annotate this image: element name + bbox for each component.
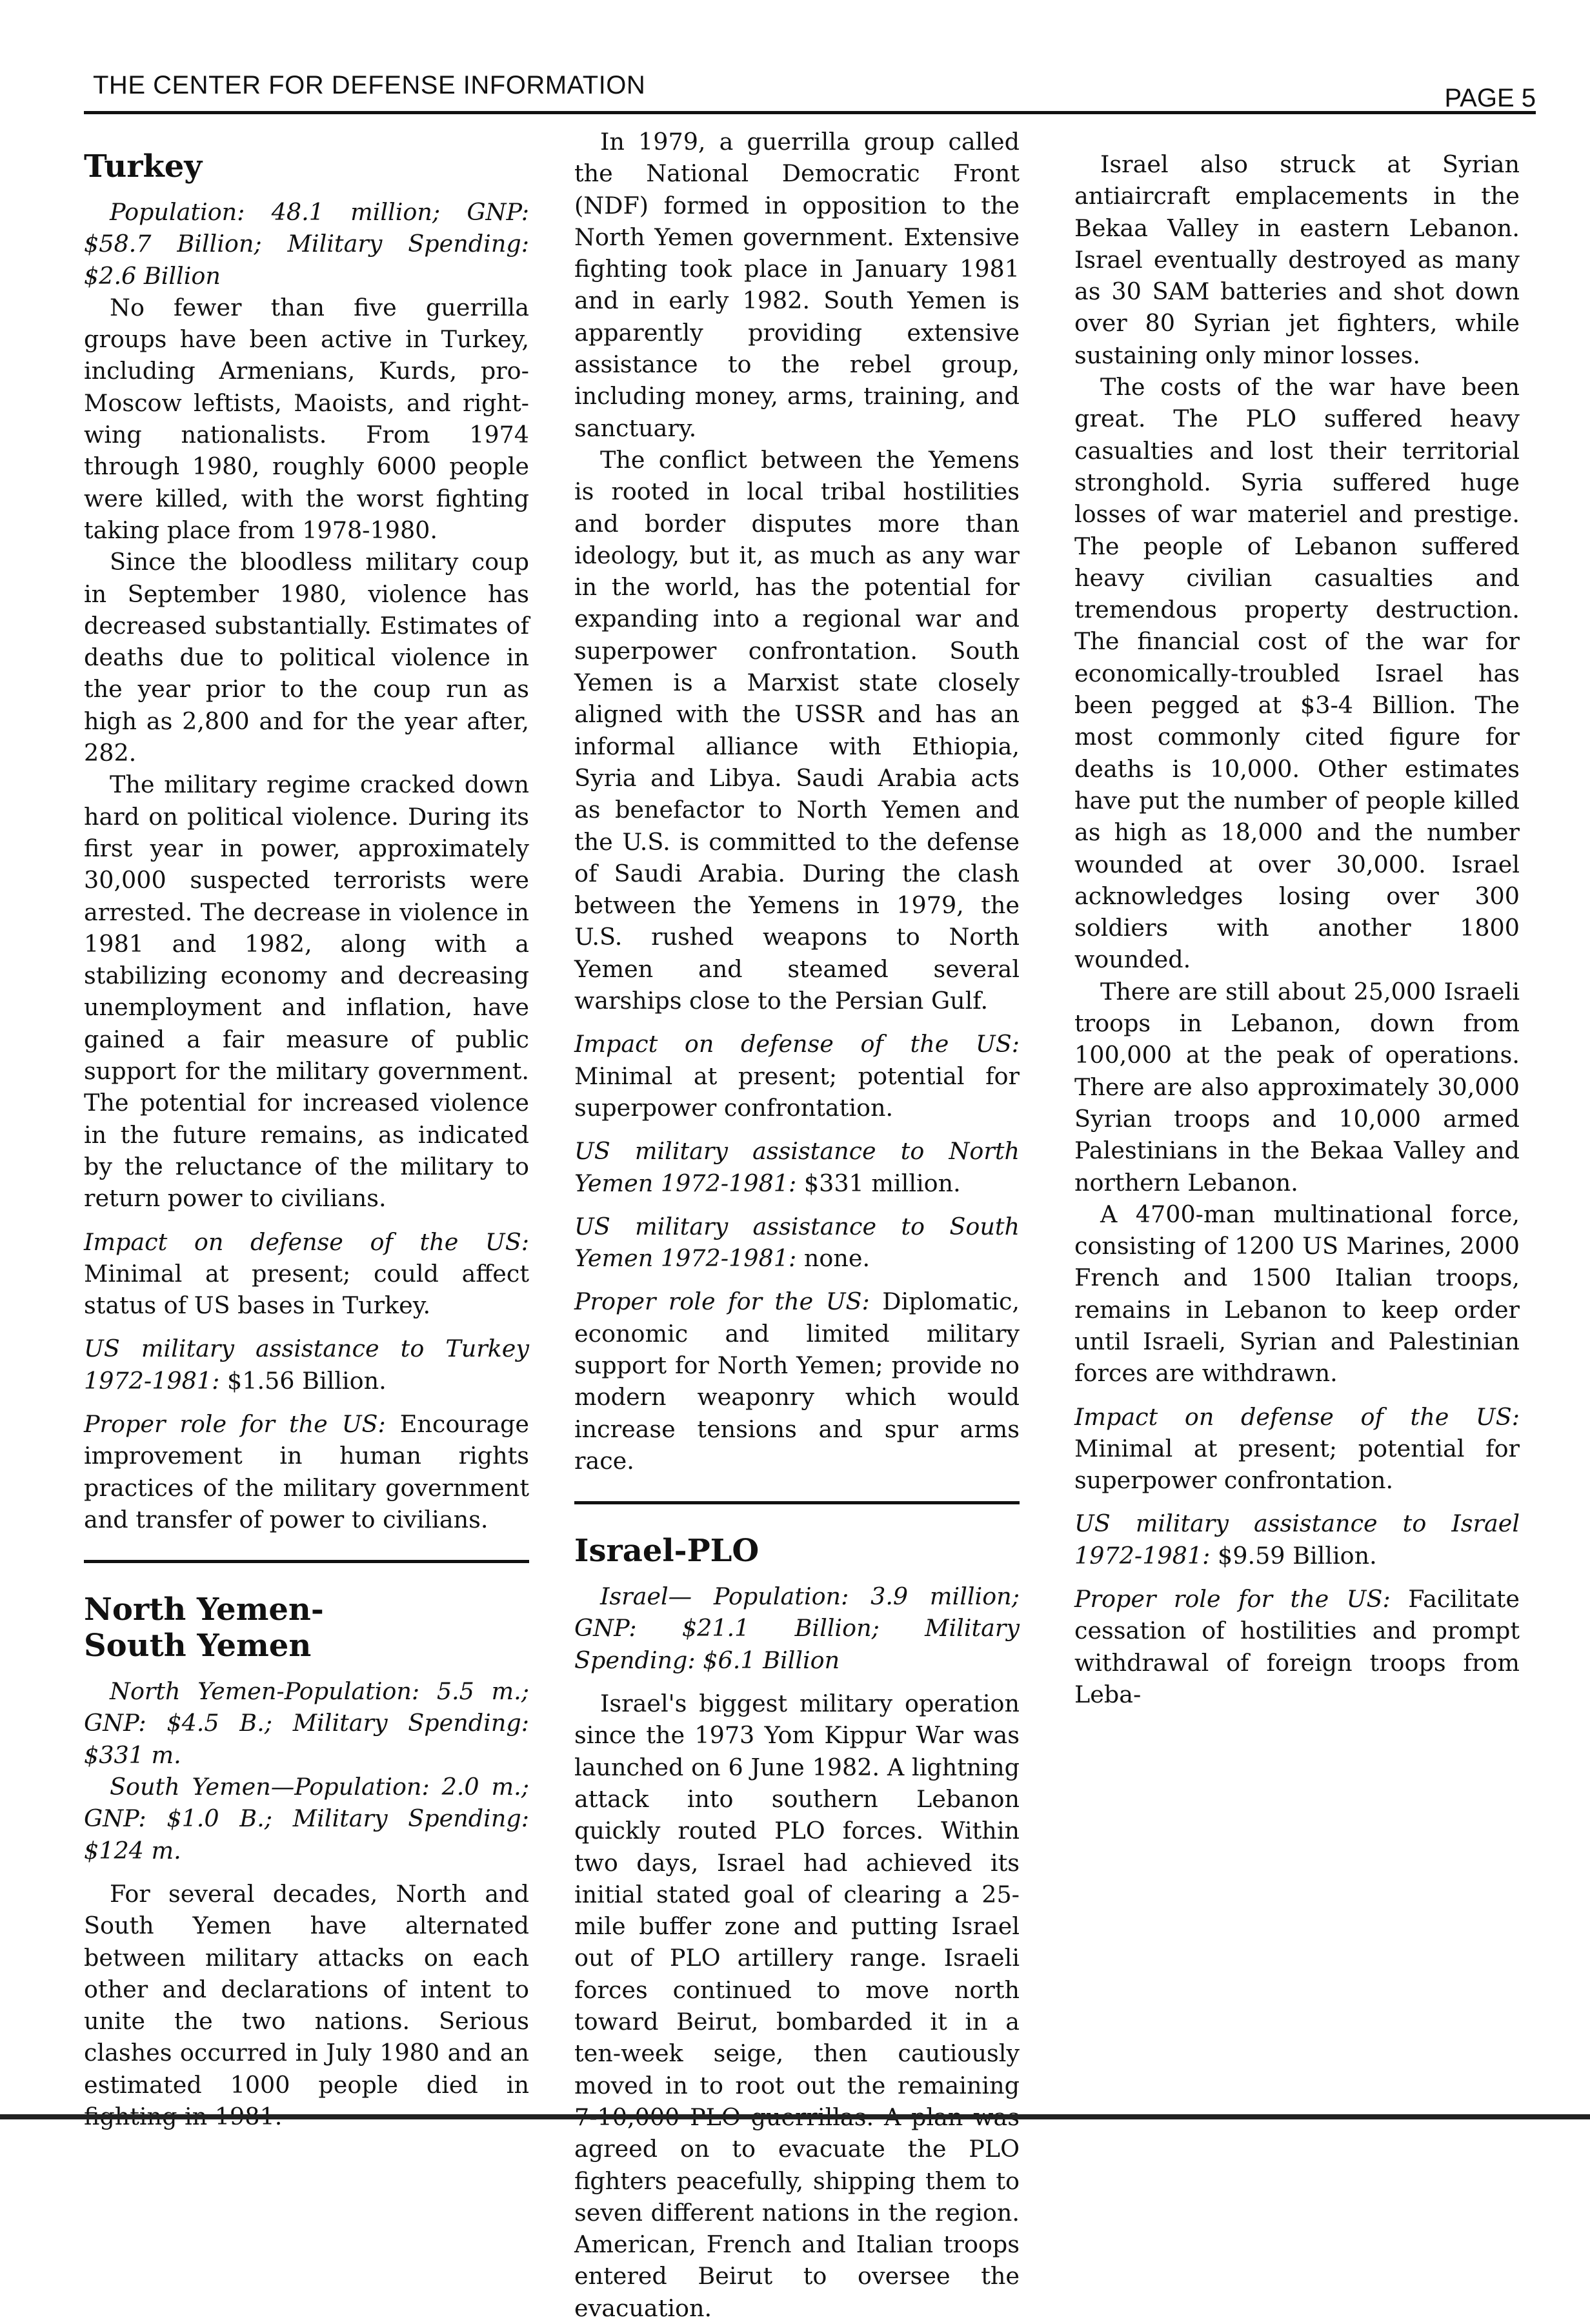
yemen-role-label: Proper role for the US: [574,1288,870,1316]
israel-stats: Israel— Population: 3.9 million; GNP: $21.1 Billion; Military Spending: $6.1 Billion [574,1582,1020,1674]
turkey-impact-text: Minimal at present; could affect status of US bases in Turkey. [84,1259,529,1320]
yemen-impact [574,1028,1020,1124]
page-header [84,71,1536,114]
israel-paragraph-5: A 4700-man multinational force, consisting of 1200 US Marines, 2000 French and 1500 Italian troops, remains in Lebanon to keep order until Israeli, Syrian and Palestinian forces are withdrawn. [1074,1200,1520,1388]
israel-paragraph-3: The costs of the war have been great. The PLO suffered heavy casualties and lost their territorial stronghold. Syria suffered huge losses of war materiel and prestige. The people of Lebanon suffered heavy civilian casualties and tremendous property destruction. The financial cost of the war for economically-troubled Israel has been pegged at $3-4 Billion. The most commonly cited figure for deaths is 10,000. Other estimates have put the number of people killed as high as 18,000 and the number wounded at over 30,000. Israel acknowledges losing over 300 soldiers with another 1800 wounded. [1074,373,1520,974]
north-yemen-aid [574,1135,1020,1199]
turkey-aid-text: $1.56 Billion. [219,1366,387,1395]
publication-title: THE CENTER FOR DEFENSE INFORMATION [93,71,646,99]
israel-impact-label: Impact on defense of the US: [1074,1402,1520,1431]
turkey-paragraph-1: No fewer than five guerrilla groups have been active in Turkey, including Armenians, Kurds, pro-Moscow leftists, Maoists, and right-wing nationalists. From 1974 through 1980, roughly 6000 people were killed, with the worst fighting taking place from 1978-1980. [84,293,529,544]
israel-role-text: Facilitate cessation of hostilities and prompt withdrawal of foreign troops from Leba- [1074,1585,1520,1708]
israel-role-label: Proper role for the US: [1074,1585,1391,1613]
israel-aid-label: US military assistance to Israel 1972-1981: [1074,1510,1520,1570]
yemen-impact-text: Minimal at present; potential for superpower confrontation. [574,1062,1020,1122]
israel-paragraph-1: Israel's biggest military operation since the 1973 Yom Kippur War was launched on 6 June 1982. A lightning attack into southern Lebanon quickly routed PLO forces. Within two days, Israel had achieved its initial stated goal of clearing a 25-mile buffer zone and putting Israel out of PLO artillery range. Israeli forces continued to move north toward Beirut, bombarded it in a ten-week seige, then cautiously moved in to root out the remaining 7-10,000 PLO guerrillas. A plan was agreed on to evacuate the PLO fighters peacefully, shipping them to seven different nations in the region. American, French and Italian troops entered Beirut to oversee the evacuation. [574,1690,1020,2322]
section-divider [574,1501,1020,1504]
turkey-role-label: Proper role for the US: [84,1410,386,1438]
section-divider [84,1560,529,1563]
yemen-impact-label: Impact on defense of the US: [574,1030,1020,1058]
israel-paragraph-2: Israel also struck at Syrian antiaircraft emplacements in the Bekaa Valley in eastern Lebanon. Israel eventually destroyed as many as 30 SAM batteries and shot down over 80 Syrian jet fighters, while sustaining only minor losses. [1074,150,1520,369]
page-number: PAGE 5 [1444,84,1536,112]
section-heading-turkey: Turkey [84,148,203,185]
israel-impact [1074,1401,1520,1497]
north-yemen-aid-label: US military assistance to North Yemen 1972-1981: [574,1137,1020,1197]
yemen-paragraph-2: In 1979, a guerrilla group called the National Democratic Front (NDF) formed in opposition to the North Yemen government. Extensive fighting took place in January 1981 and in early 1982. South Yemen is apparently providing extensive assistance to the rebel group, including money, arms, training, and sanctuary. [574,128,1020,442]
israel-impact-text: Minimal at present; potential for superpower confrontation. [1074,1434,1520,1495]
turkey-role [84,1408,529,1535]
column-2 [574,126,1020,2324]
yemen-heading-line-2: South Yemen [84,1628,312,1664]
israel-aid [1074,1508,1520,1571]
south-yemen-aid-text: none. [796,1244,870,1273]
israel-paragraph-4: There are still about 25,000 Israeli troops in Lebanon, down from 100,000 at the peak of operations. There are also approximately 30,000 Syrian troops and 10,000 armed Palestinians in the Bekaa Valley and northern Lebanon. [1074,977,1520,1197]
yemen-paragraph-1: For several decades, North and South Yemen have alternated between military attacks on each other and declarations of intent to unite the two nations. Serious clashes occurred in July 1980 and an estimated 1000 people died in fighting in 1981. [84,1879,529,2131]
yemen-role-text: Diplomatic, economic and limited military support for North Yemen; provide no modern weaponry which would increase tensions and spur arms race. [574,1288,1020,1475]
north-yemen-aid-text: $331 million. [796,1169,961,1197]
turkey-aid [84,1333,529,1397]
turkey-stats: Population: 48.1 million; GNP: $58.7 Billion; Military Spending: $2.6 Billion [84,198,529,290]
yemen-role [574,1286,1020,1477]
turkey-aid-label: US military assistance to Turkey 1972-1981: [84,1335,529,1395]
turkey-role-text: Encourage improvement in human rights practices of the military government and transfer of power to civilians. [84,1410,529,1533]
south-yemen-stats: South Yemen—Population: 2.0 m.; GNP: $1.0 B.; Military Spending: $124 m. [84,1773,529,1864]
column-3 [1074,148,1520,1710]
turkey-impact-label: Impact on defense of the US: [84,1228,529,1256]
turkey-paragraph-3: The military regime cracked down hard on political violence. During its first year in power, approximately 30,000 suspected terrorists were arrested. The decrease in violence in 1981 and 1982, along with a stabilizing economy and decreasing unemployment and inflation, have gained a fair measure of public support for the military government. The potential for increased violence in the future remains, as indicated by the reluctance of the military to return power to civilians. [84,771,529,1213]
south-yemen-aid-label: US military assistance to South Yemen 1972-1981: [574,1212,1020,1273]
section-heading-israel: Israel-PLO [574,1533,760,1570]
footer-rule [0,2114,1590,2119]
section-heading-yemen [84,1591,529,1664]
turkey-impact [84,1226,529,1322]
yemen-paragraph-3: The conflict between the Yemens is rooted in local tribal hostilities and border disputes more than ideology, but it, as much as any war in the world, has the potential for expanding into a regional war and superpower confrontation. South Yemen is a Marxist state closely aligned with the USSR and has an informal alliance with Ethiopia, Syria and Libya. Saudi Arabia acts as benefactor to North Yemen and the U.S. is committed to the defense of Saudi Arabia. During the clash between the Yemens in 1979, the U.S. rushed weapons to North Yemen and steamed several warships close to the Persian Gulf. [574,445,1020,1015]
south-yemen-aid [574,1211,1020,1275]
yemen-heading-line-1: North Yemen- [84,1591,324,1628]
north-yemen-stats: North Yemen-Population: 5.5 m.; GNP: $4.5 B.; Military Spending: $331 m. [84,1677,529,1769]
turkey-paragraph-2: Since the bloodless military coup in September 1980, violence has decreased substantially. Estimates of deaths due to political violence in the year prior to the coup run as high as 2,800 and for the year after, 282. [84,548,529,767]
column-1 [84,148,529,2132]
israel-role [1074,1583,1520,1710]
israel-aid-text: $9.59 Billion. [1210,1541,1377,1570]
